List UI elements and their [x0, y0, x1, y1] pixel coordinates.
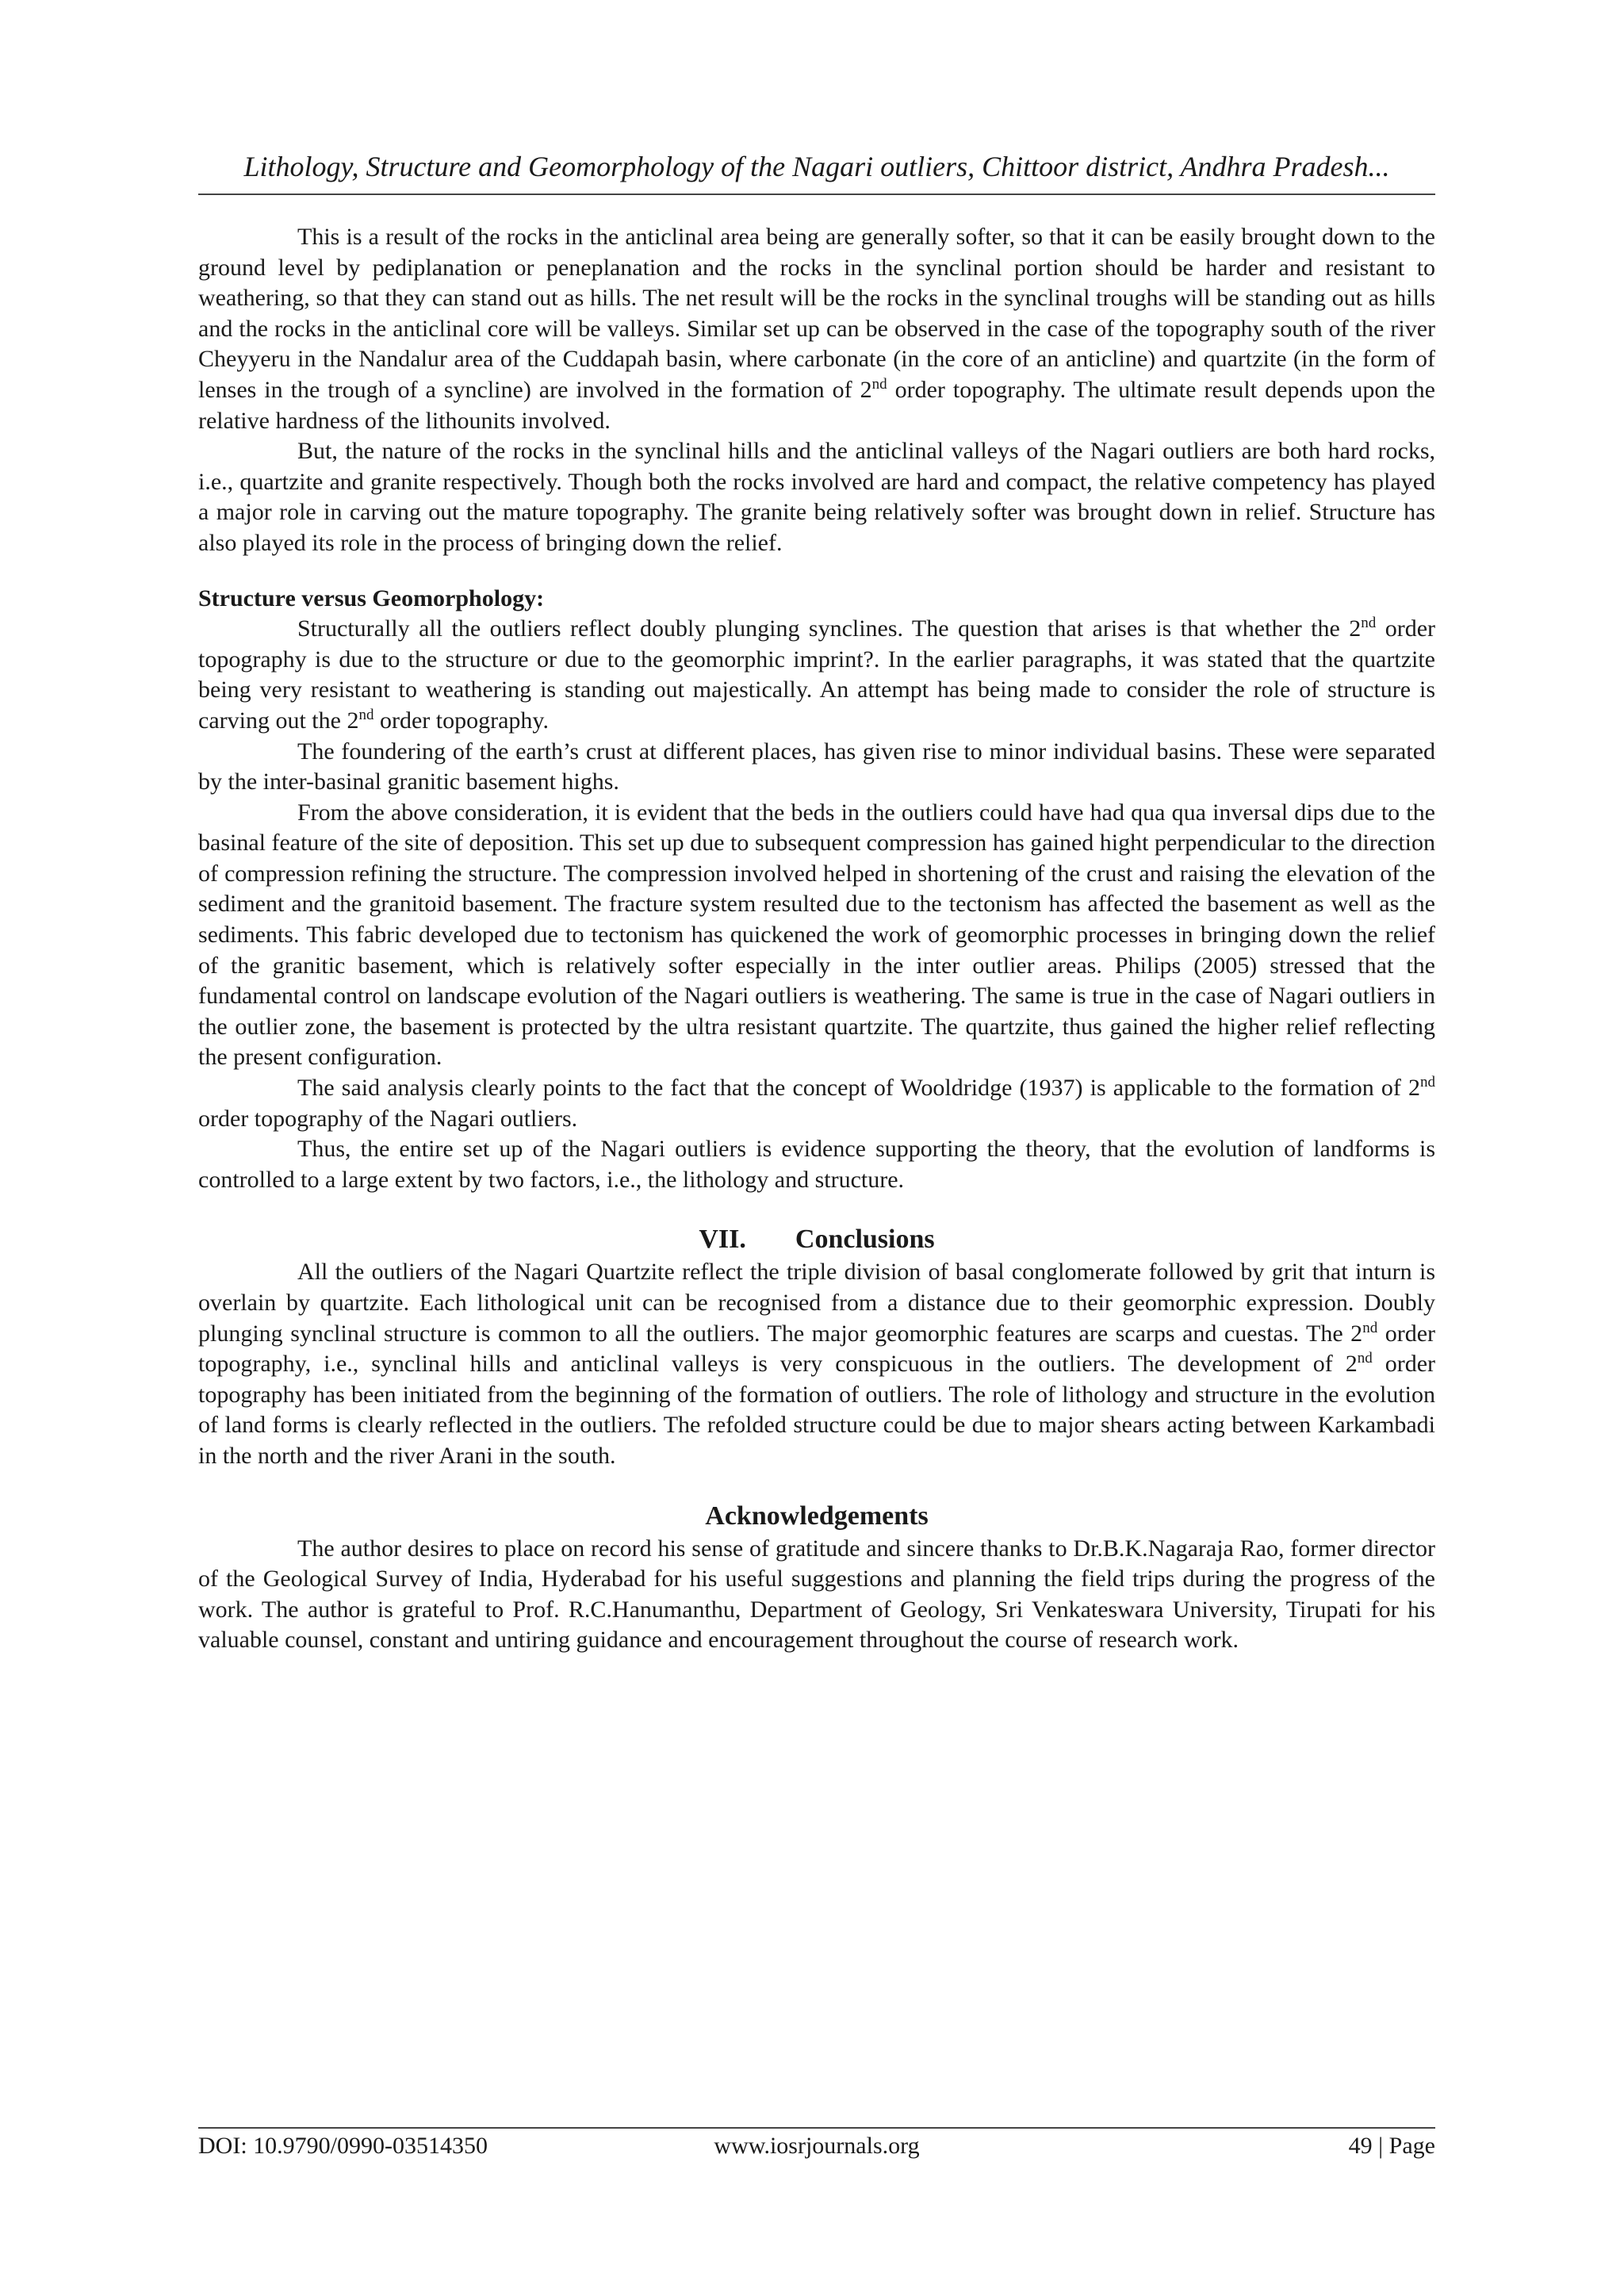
paragraph-conclusions: All the outliers of the Nagari Quartzite reflect the triple division of basal conglomerate followed by grit that inturn is overlain by quartzite. Each lithological unit can be recognised from a distance due to their geomorphic expression. Doubly plunging synclinal structure is common to all the outliers. The major geomorphic features are scarps and cuestas. The 2nd order topography, i.e., synclinal hills and anticlinal valleys is very conspicuous in the outliers. The development of 2nd order topography has been initiated from the beginning of the formation of outliers. The role of lithology and structure in the evolution of land forms is clearly reflected in the outliers. The refolded structure could be due to major shears acting between Karkambadi in the north and the river Arani in the south.: [198, 1259, 1436, 1469]
paragraph-acknowledgements: The author desires to place on record his sense of gratitude and sincere thanks to Dr.B.K.Nagaraja Rao, former director of the Geological Survey of India, Hyderabad for his useful suggestions and planning the field trips during the progress of the work. The author is grateful to Prof. R.C.Hanumanthu, Department of Geology, Sri Venkateswara University, Tirupati for his valuable counsel, constant and untiring guidance and encouragement throughout the course of research work.: [198, 1535, 1435, 1654]
subheading-structure-vs-geomorphology: Structure versus Geomorphology:: [198, 585, 545, 611]
article-body: [198, 222, 1435, 1656]
section-number: VII.: [699, 1225, 746, 1255]
paragraph-consideration: From the above consideration, it is evident that the beds in the outliers could have had qua qua inversal dips due to the basinal feature of the site of deposition. This set up due to subsequent compression has gained hight perpendicular to the direction of compression refining the structure. The compression involved helped in shortening of the crust and raising the elevation of the sediment and the granitoid basement. The fracture system resulted due to the tectonism has affected the basement as well as the sediments. This fabric developed due to tectonism has quickened the work of geomorphic processes in bringing down the relief of the granitic basement, which is relatively softer especially in the inter outlier areas. Philips (2005) stressed that the fundamental control on landscape evolution of the Nagari outliers is weathering. The same is true in the case of Nagari outliers in the outlier zone, the basement is protected by the ultra resistant quartzite. The quartzite, thus gained the higher relief reflecting the present configuration.: [198, 799, 1435, 1071]
footer-page-number: 49 | Page: [1348, 2133, 1435, 2159]
section-title: Conclusions: [795, 1225, 935, 1255]
footer-divider: [198, 2127, 1435, 2129]
paragraph-wooldridge: The said analysis clearly points to the fact that the concept of Wooldridge (1937) is applicable to the formation of 2nd order topography of the Nagari outliers.: [198, 1074, 1435, 1132]
header-divider: [198, 194, 1435, 195]
page-footer: [198, 2130, 1435, 2162]
running-header: Lithology, Structure and Geomorphology of the Nagari outliers, Chittoor district, Andhra Pradesh...: [243, 151, 1390, 182]
paragraph-doubly-plunging: Structurally all the outliers reflect doubly plunging synclines. The question that arises is that whether the 2nd order topography is due to the structure or due to the geomorphic imprint?. In the earlier paragraphs, it was stated that the quartzite being very resistant to weathering is standing out majestically. An attempt has being made to consider the role of structure is carving out the 2nd order topography.: [198, 615, 1436, 734]
paragraph-nagari-rocks: But, the nature of the rocks in the synclinal hills and the anticlinal valleys of the Nagari outliers are both hard rocks, i.e., quartzite and granite respectively. Though both the rocks involved are hard and compact, the relative competency has played a major role in carving out the mature topography. The granite being relatively softer was brought down in relief. Structure has also played its role in the process of bringing down the relief.: [198, 438, 1435, 556]
paragraph-anticlinal-softer: This is a result of the rocks in the anticlinal area being are generally softer, so that it can be easily brought down to the ground level by pediplanation or peneplanation and the rocks in the synclinal portion should be harder and resistant to weathering, so that they can stand out as hills. The net result will be the rocks in the synclinal troughs will be standing out as hills and the rocks in the anticlinal core will be valleys. Similar set up can be observed in the case of the topography south of the river Cheyyeru in the Nandalur area of the Cuddapah basin, where carbonate (in the core of an anticline) and quartzite (in the form of lenses in the trough of a syncline) are involved in the formation of 2nd order topography. The ultimate result depends upon the relative hardness of the lithounits involved.: [198, 224, 1436, 434]
paragraph-evolution-landforms: Thus, the entire set up of the Nagari outliers is evidence supporting the theory, that the evolution of landforms is controlled to a large extent by two factors, i.e., the lithology and structure.: [198, 1136, 1435, 1193]
footer-website: www.iosrjournals.org: [714, 2133, 920, 2159]
acknowledgements-heading: Acknowledgements: [705, 1501, 929, 1531]
section-heading-conclusions: [198, 1222, 1435, 1257]
footer-doi: DOI: 10.9790/0990-03514350: [198, 2133, 488, 2159]
paragraph-foundering: The foundering of the earth’s crust at different places, has given rise to minor individual basins. These were separated by the inter-basinal granitic basement highs.: [198, 738, 1435, 795]
